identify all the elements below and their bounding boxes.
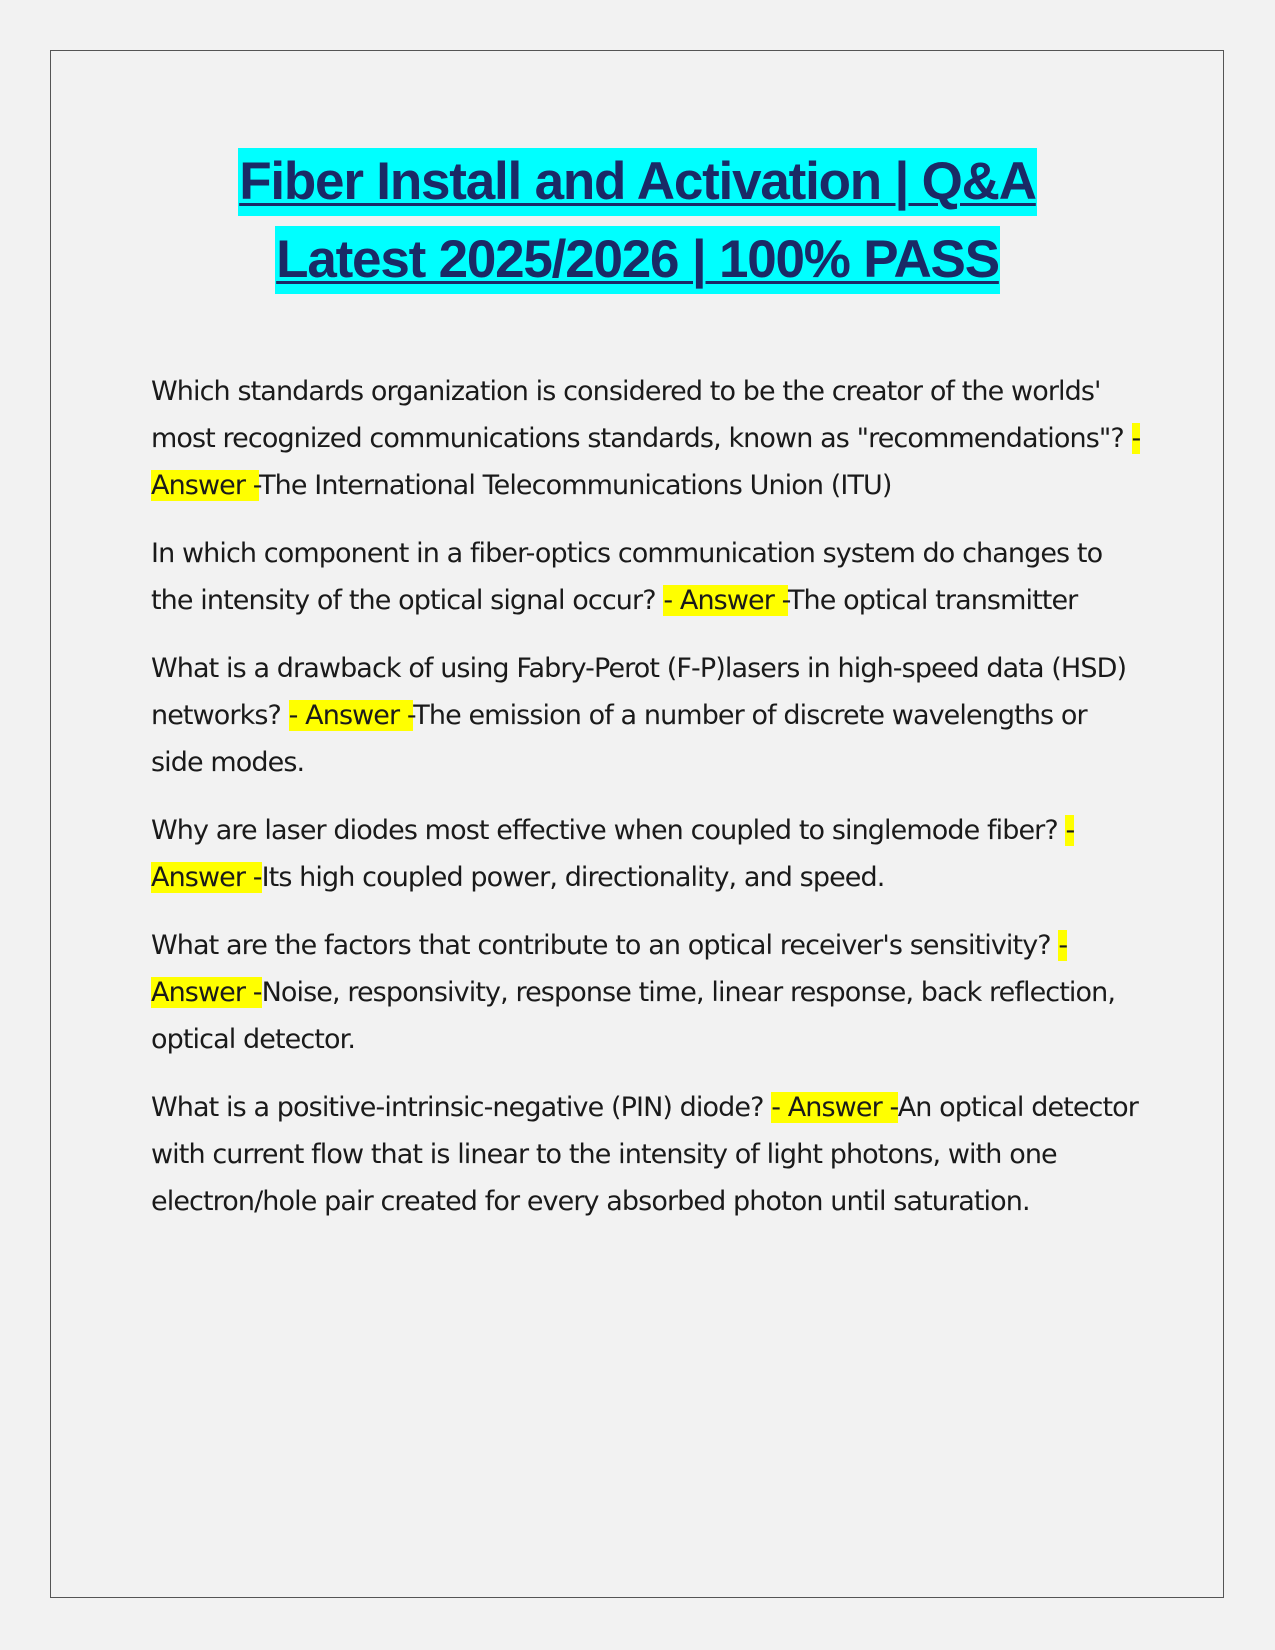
question-text: Why are laser diodes most effective when coupled to singlemode fiber?	[151, 815, 1066, 846]
qa-list	[151, 368, 1141, 1246]
answer-text: Noise, responsivity, response time, linear response, back reflection, optical detector.	[151, 977, 1116, 1055]
answer-text: The emission of a number of discrete wavelengths or side modes.	[151, 700, 1087, 778]
answer-text: Its high coupled power, directionality, and speed.	[261, 862, 885, 893]
answer-text: An optical detector with current flow that is linear to the intensity of light photons, with one electron/hole pair created for every absorbed photon until saturation.	[151, 1092, 1139, 1217]
question-text: What are the factors that contribute to an optical receiver's sensitivity?	[151, 930, 1059, 961]
question-text: In which component in a fiber-optics communication system do changes to the intensity of the optical signal occur?	[151, 538, 1103, 616]
answer-text: The International Telecommunications Union (ITU)	[259, 470, 892, 501]
question-text: What is a drawback of using Fabry-Perot (F-P)lasers in high-speed data (HSD) networks?	[151, 653, 1127, 731]
qa-item	[151, 1084, 1141, 1225]
document-title	[100, 148, 1175, 304]
answer-tag: - Answer -	[288, 700, 414, 731]
answer-tag: - Answer -	[151, 930, 1068, 1008]
title-line-2: Latest 2025/2026 | 100% PASS	[275, 226, 1000, 294]
answer-tag: - Answer -	[151, 815, 1075, 893]
qa-item	[151, 368, 1141, 509]
answer-text: The optical transmitter	[787, 585, 1078, 616]
qa-item	[151, 922, 1141, 1063]
answer-tag: - Answer -	[663, 585, 788, 616]
title-line-1: Fiber Install and Activation | Q&A	[238, 148, 1037, 216]
answer-tag: - Answer -	[771, 1092, 898, 1123]
qa-item	[151, 530, 1141, 624]
answer-tag: - Answer -	[151, 423, 1141, 501]
question-text: What is a positive-intrinsic-negative (PIN) diode?	[151, 1092, 772, 1123]
qa-item	[151, 645, 1141, 786]
qa-item	[151, 807, 1141, 901]
question-text: Which standards organization is considered to be the creator of the worlds' most recognized communications standards, known as "recommendations"?	[151, 376, 1132, 454]
